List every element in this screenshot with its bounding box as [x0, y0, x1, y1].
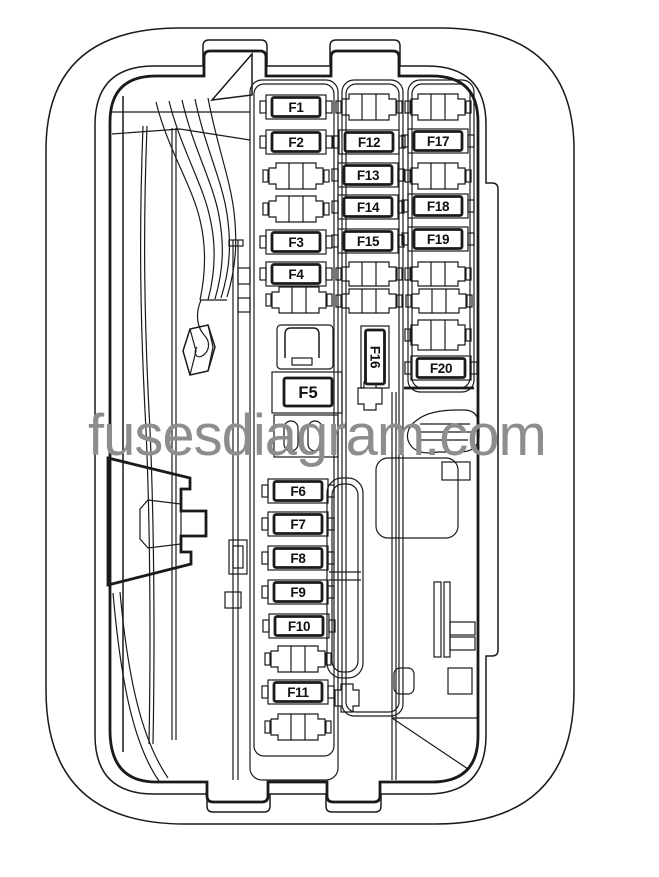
empty-fuse-slot — [263, 196, 329, 222]
fuse-F20[interactable] — [405, 356, 477, 380]
empty-fuse-slot — [263, 163, 329, 189]
empty-fuse-slot — [265, 646, 331, 672]
empty-fuse-slot — [405, 163, 471, 189]
fuse-F16[interactable] — [361, 326, 389, 388]
top-divider-pennant — [212, 54, 252, 100]
wire-harness — [156, 98, 236, 357]
empty-fuse-slot — [405, 94, 471, 120]
svg-text:F11: F11 — [287, 684, 309, 700]
svg-text:F14: F14 — [356, 199, 380, 215]
bracket-bar — [225, 240, 250, 780]
fuse-F1[interactable] — [260, 95, 332, 119]
fuse-F7[interactable] — [262, 512, 334, 536]
fuse-F17[interactable] — [402, 129, 474, 153]
fuse-F12[interactable] — [333, 130, 405, 154]
relay-block — [277, 325, 333, 369]
svg-text:F12: F12 — [357, 134, 381, 150]
harness-clip — [195, 300, 208, 357]
empty-fuse-slot — [405, 320, 471, 350]
leaf-spring-curves — [113, 592, 168, 781]
fuse-F2[interactable] — [260, 130, 332, 154]
fuse-F18[interactable] — [402, 194, 474, 218]
fuse-F6[interactable] — [262, 479, 334, 503]
svg-text:F20: F20 — [429, 360, 453, 376]
svg-text:F16: F16 — [367, 345, 383, 369]
plus-connector — [335, 684, 359, 712]
svg-text:F7: F7 — [290, 516, 306, 532]
svg-text:F13: F13 — [356, 167, 380, 183]
svg-text:F4: F4 — [288, 266, 304, 282]
svg-text:F8: F8 — [290, 550, 306, 566]
empty-fuse-slot — [406, 289, 472, 313]
fuse-F9[interactable] — [262, 580, 334, 604]
fuse-F10[interactable] — [263, 614, 335, 638]
fuse-F4[interactable] — [260, 262, 332, 286]
svg-text:F10: F10 — [287, 618, 311, 634]
hex-bolt — [183, 325, 215, 375]
watermark: fusesdiagram.com — [88, 403, 546, 468]
svg-text:F17: F17 — [426, 133, 450, 149]
fuse-F3[interactable] — [260, 230, 332, 254]
svg-text:F5: F5 — [298, 383, 318, 402]
svg-text:F9: F9 — [290, 584, 306, 600]
svg-text:F19: F19 — [426, 231, 450, 247]
svg-text:F6: F6 — [290, 483, 306, 499]
svg-text:F2: F2 — [288, 134, 304, 150]
fuse-F8[interactable] — [262, 546, 334, 570]
svg-text:F1: F1 — [288, 99, 304, 115]
svg-text:F18: F18 — [426, 198, 450, 214]
empty-fuse-slot — [266, 287, 332, 313]
empty-fuse-slot — [405, 262, 471, 286]
fuse-F13[interactable] — [332, 163, 404, 187]
svg-text:F3: F3 — [288, 234, 304, 250]
fuse-F14[interactable] — [332, 195, 404, 219]
fuse-F11[interactable] — [262, 680, 334, 704]
fuse-F19[interactable] — [402, 227, 474, 251]
empty-fuse-slot — [265, 714, 331, 740]
fuse-F15[interactable] — [332, 229, 404, 253]
svg-text:F15: F15 — [356, 233, 380, 249]
